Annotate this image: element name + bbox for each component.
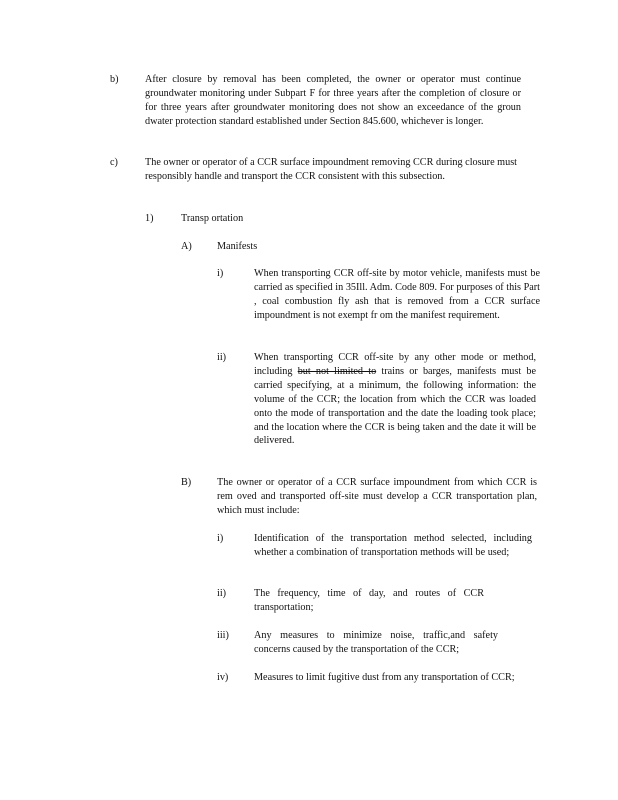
- item-A-ii-text: [254, 351, 536, 448]
- item-B-iv-label: iv): [217, 672, 229, 683]
- item-B-i-label: i): [217, 533, 224, 544]
- item-A-label: A): [181, 241, 192, 252]
- item-A-ii-text-before: When transporting CCR off-site by any other mode or method, including: [254, 352, 536, 377]
- item-B-iii-text: Any measures to minimize noise, traffic,and safety concerns caused by the transportation of the CCR;: [254, 630, 498, 655]
- item-B-ii-text: The frequency, time of day, and routes of CCR transportation;: [254, 588, 484, 613]
- item-c-text: The owner or operator of a CCR surface impoundment removing CCR during closure must responsibly handle and transport the CCR consistent with this subsection.: [145, 157, 517, 182]
- item-c1-label: 1): [145, 213, 154, 224]
- item-A-i-text: When transporting CCR off-site by motor vehicle, manifests must be carried as specified in 35Ill. Adm. Code 809. For purposes of this Part , coal combustion fly ash that is removed from a CCR surface impoundment is not exempt fr om the manifest requirement.: [254, 268, 540, 321]
- item-B-ii-label: ii): [217, 588, 227, 599]
- item-A-ii-struck-text: but not limited to: [297, 365, 377, 377]
- item-b-label: b): [110, 74, 119, 85]
- item-B-i-text: Identification of the transportation method selected, including whether a combination of transportation methods will be used;: [254, 533, 532, 558]
- item-b-text: After closure by removal has been completed, the owner or operator must continue groundwater monitoring under Subpart F for three years after the completion of closure or for three years after groundwater monitoring does not show an exceedance of the groun dwater protection standard established under Section 845.600, whichever is longer.: [145, 74, 521, 127]
- item-B-iv-text: Measures to limit fugitive dust from any transportation of CCR;: [254, 672, 515, 683]
- item-A-ii-label: ii): [217, 352, 227, 363]
- item-c1-heading: Transp ortation: [181, 213, 244, 224]
- item-B-iii-label: iii): [217, 630, 229, 641]
- item-A-i-label: i): [217, 268, 224, 279]
- item-B-label: B): [181, 477, 192, 488]
- item-A-heading: Manifests: [217, 241, 258, 252]
- item-A-ii-text-after: trains or barges, manifests must be carried specifying, at a minimum, the following information: the volume of the CCR; the location from which the CCR was loaded onto the mode of transportation and the date the loading took place; and the location where the CCR is being taken and the date it will be delivered.: [254, 365, 537, 447]
- item-B-text: The owner or operator of a CCR surface impoundment from which CCR is rem oved and transported off-site must develop a CCR transportation plan, which must include:: [217, 477, 537, 516]
- item-c-label: c): [110, 157, 118, 168]
